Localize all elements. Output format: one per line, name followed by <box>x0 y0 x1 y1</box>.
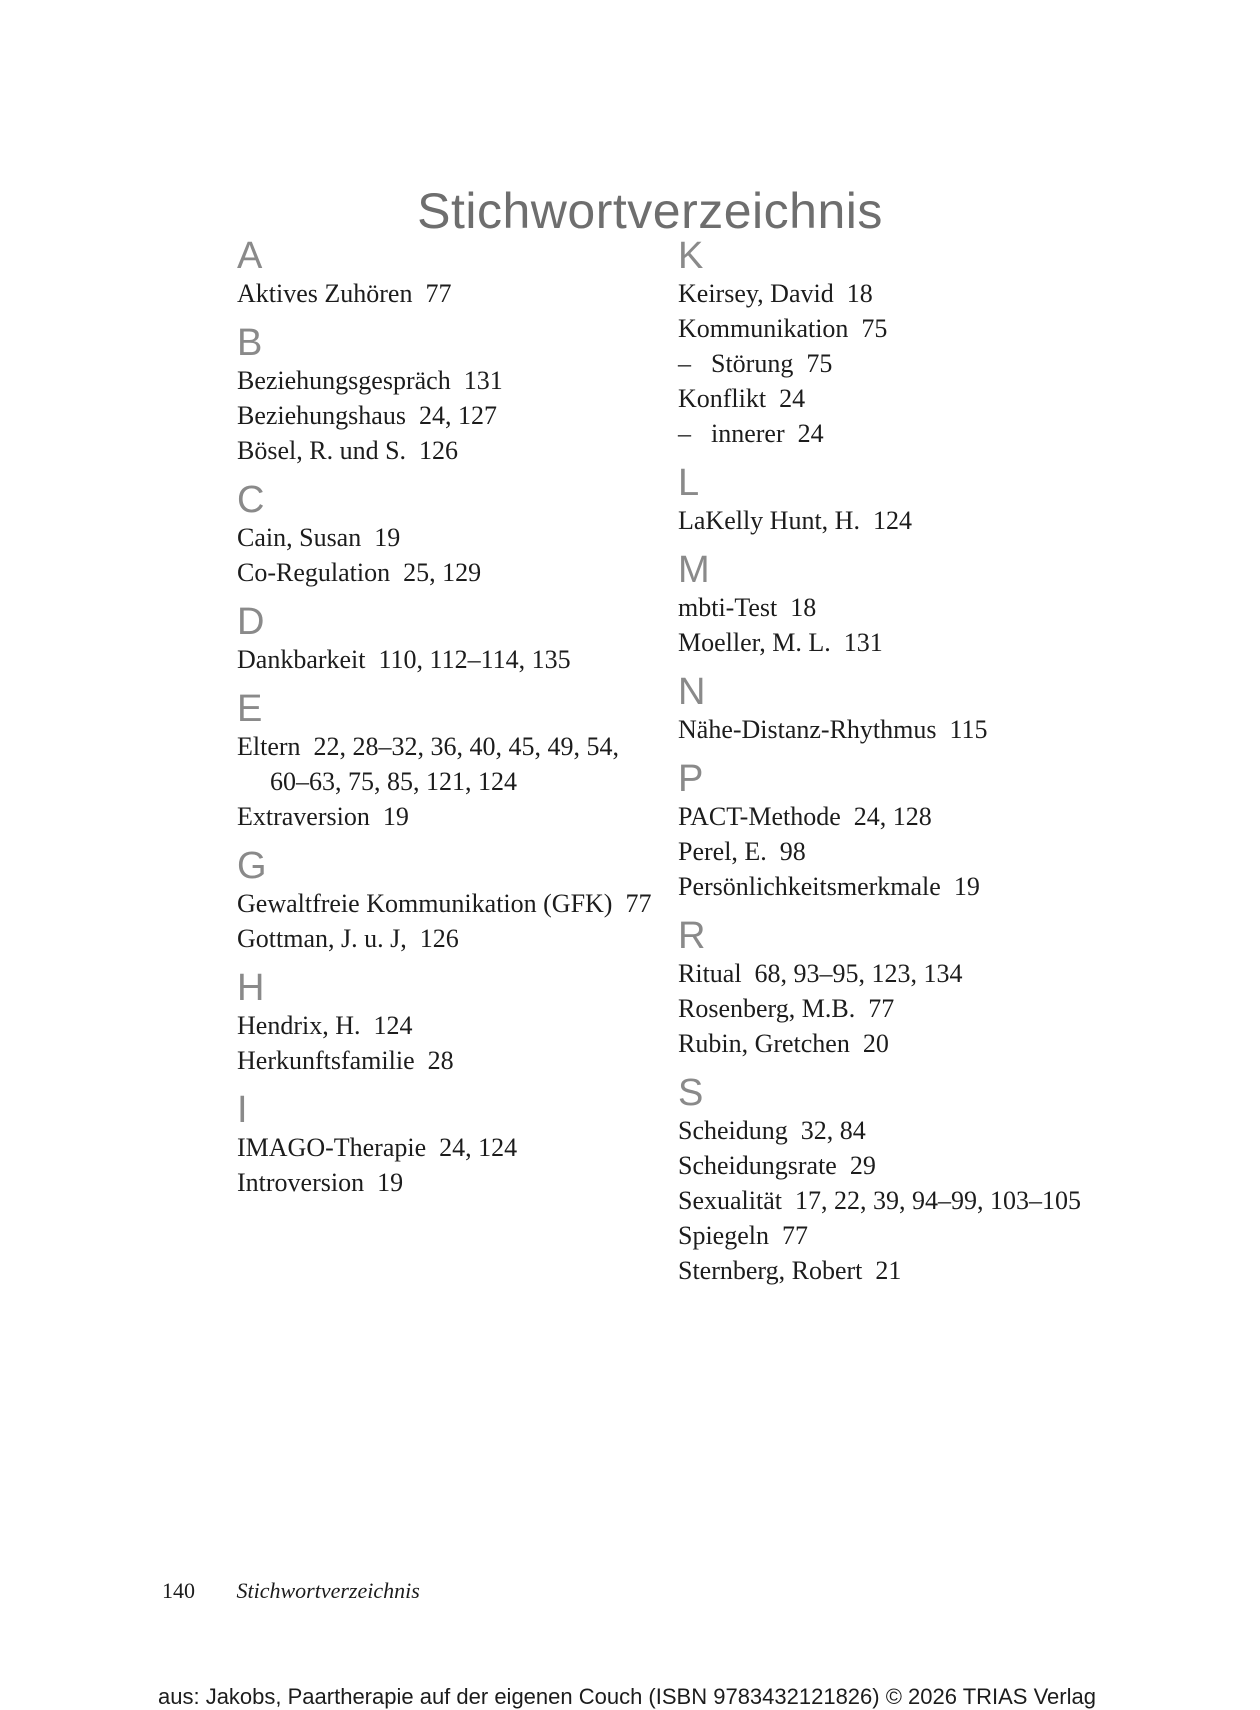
index-entry: Aktives Zuhören 77 <box>237 279 452 308</box>
index-group-m <box>678 550 1098 660</box>
index-group-b <box>237 323 657 468</box>
index-entry: Scheidungsrate 29 <box>678 1151 876 1180</box>
index-letter: P <box>678 758 704 800</box>
index-entry: Kommunikation 75 <box>678 314 888 343</box>
index-letter: B <box>237 322 263 364</box>
index-entry: Persönlichkeitsmerkmale 19 <box>678 872 980 901</box>
index-letter: D <box>237 601 265 643</box>
index-entry: Rubin, Gretchen 20 <box>678 1029 889 1058</box>
index-entry: Spiegeln 77 <box>678 1221 808 1250</box>
index-letter: R <box>678 915 706 957</box>
index-entry: Scheidung 32, 84 <box>678 1116 866 1145</box>
subentry-text: innerer 24 <box>711 419 824 448</box>
index-entry: Co-Regulation 25, 129 <box>237 558 482 587</box>
index-column-left <box>237 236 657 1212</box>
page-footer <box>162 1578 420 1604</box>
index-entry: Introversion 19 <box>237 1168 404 1197</box>
index-entry: PACT-Methode 24, 128 <box>678 802 932 831</box>
index-group-c <box>237 480 657 590</box>
index-subentry <box>678 346 1098 381</box>
index-column-right <box>678 236 1098 1300</box>
index-letter: G <box>237 845 267 887</box>
subentry-dash: – <box>678 419 691 448</box>
index-entry: Keirsey, David 18 <box>678 279 873 308</box>
index-entry: Konflikt 24 <box>678 384 806 413</box>
subentry-dash: – <box>678 349 691 378</box>
index-entry: mbti-Test 18 <box>678 593 817 622</box>
index-entry: Hendrix, H. 124 <box>237 1011 413 1040</box>
index-letter: I <box>237 1089 248 1131</box>
index-subentry <box>678 416 1098 451</box>
index-group-l <box>678 463 1098 538</box>
index-letter: H <box>237 967 265 1009</box>
index-letter: M <box>678 549 710 591</box>
index-entry: Perel, E. 98 <box>678 837 806 866</box>
index-entry: IMAGO-Therapie 24, 124 <box>237 1133 518 1162</box>
index-entry: Dankbarkeit 110, 112–114, 135 <box>237 645 571 674</box>
source-credit: aus: Jakobs, Paartherapie auf der eigenen Couch (ISBN 9783432121826) © 2026 TRIAS Verlag <box>158 1684 1096 1709</box>
index-entry: LaKelly Hunt, H. 124 <box>678 506 912 535</box>
index-letter: N <box>678 671 706 713</box>
index-letter: L <box>678 462 700 504</box>
index-entry: Sexualität 17, 22, 39, 94–99, 103–105 <box>678 1186 1081 1215</box>
index-group-k <box>678 236 1098 451</box>
index-entry: Nähe-Distanz-Rhythmus 115 <box>678 715 988 744</box>
index-group-s <box>678 1073 1098 1288</box>
index-group-a <box>237 236 657 311</box>
index-group-r <box>678 916 1098 1061</box>
index-entry: Ritual 68, 93–95, 123, 134 <box>678 959 963 988</box>
index-group-p <box>678 759 1098 904</box>
subentry-text: Störung 75 <box>711 349 833 378</box>
index-entry: Moeller, M. L. 131 <box>678 628 883 657</box>
page-number: 140 <box>162 1578 195 1603</box>
index-letter: S <box>678 1072 704 1114</box>
running-title: Stichwortverzeichnis <box>236 1578 420 1603</box>
index-entry: Beziehungsgespräch 131 <box>237 366 503 395</box>
index-entry: Cain, Susan 19 <box>237 523 401 552</box>
index-entry: Bösel, R. und S. 126 <box>237 436 459 465</box>
index-group-d <box>237 602 657 677</box>
index-entry: Rosenberg, M.B. 77 <box>678 994 895 1023</box>
index-entry: Gewaltfreie Kommunikation (GFK) 77 <box>237 889 652 918</box>
index-entry: Beziehungshaus 24, 127 <box>237 401 497 430</box>
index-group-e <box>237 689 657 834</box>
index-entry: Extraversion 19 <box>237 802 409 831</box>
index-group-i <box>237 1090 657 1200</box>
index-group-n <box>678 672 1098 747</box>
index-entry: Sternberg, Robert 21 <box>678 1256 902 1285</box>
index-letter: A <box>237 235 263 277</box>
index-entry: Eltern 22, 28–32, 36, 40, 45, 49, 54, 60–63, 75, 85, 121, 124 <box>237 732 626 796</box>
index-entry: Gottman, J. u. J, 126 <box>237 924 459 953</box>
index-group-h <box>237 968 657 1078</box>
index-letter: E <box>237 688 263 730</box>
index-letter: K <box>678 235 704 277</box>
page-title: Stichwortverzeichnis <box>417 182 883 239</box>
index-entry: Herkunftsfamilie 28 <box>237 1046 454 1075</box>
index-letter: C <box>237 479 265 521</box>
index-group-g <box>237 846 657 956</box>
